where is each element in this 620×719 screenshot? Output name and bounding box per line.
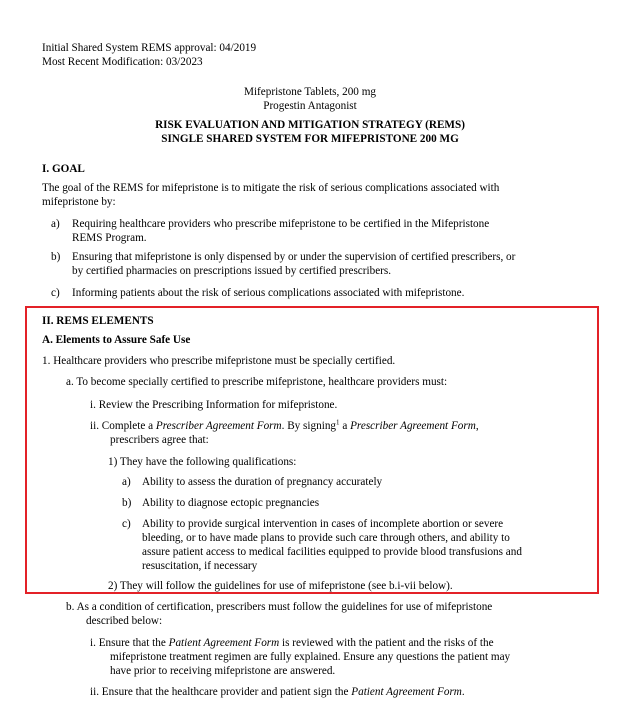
requirement-1: 1. Healthcare providers who prescribe mifepristone must be specially certified. [42,355,396,367]
requirement-text: . By signing [281,420,337,432]
prescriber-form-name: Prescriber Agreement Form [155,420,282,432]
footnote-marker: 1 [336,418,340,427]
qualification-marker: b) [122,497,132,509]
modification-date: Most Recent Modification: 03/2023 [42,56,203,68]
requirement-1b: b. As a condition of certification, prescribers must follow the guidelines for use of mifepristone [66,601,493,613]
goal-heading: I. GOAL [42,163,85,175]
guideline-i-line2: mifepristone treatment regimen are fully explained. Ensure any questions the patient may [110,651,511,663]
prescriber-form-name: Prescriber Agreement Form [350,420,476,432]
guideline-i [90,636,494,650]
goal-intro-line2: mifepristone by: [42,196,116,208]
elements-heading: II. REMS ELEMENTS [42,315,154,327]
guideline-text: . [461,686,465,698]
guideline-ii [90,685,465,699]
goal-item-text: by certified pharmacies on prescriptions issued by certified prescribers. [72,265,392,277]
patient-form-name: Patient Agreement Form [351,686,462,698]
requirement-text: ii. Complete a [90,420,156,432]
qualification-text: Ability to diagnose ectopic pregnancies [142,497,320,509]
requirement-1a-i: i. Review the Prescribing Information for mifepristone. [90,399,338,411]
qualifications-heading: 1) They have the following qualifications: [108,456,297,468]
guideline-i-line3: have prior to receiving mifepristone are answered. [110,665,336,677]
patient-form-name: Patient Agreement Form [168,637,280,649]
guidelines-commitment: 2) They will follow the guidelines for use of mifepristone (see b.i-vii below). [108,580,453,592]
goal-intro-line1: The goal of the REMS for mifepristone is to mitigate the risk of serious complications associated with [42,182,500,194]
goal-item-text: Requiring healthcare providers who prescribe mifepristone to be certified in the Mifepristone [72,218,490,230]
goal-item-text: REMS Program. [72,232,147,244]
document-title-line1: RISK EVALUATION AND MITIGATION STRATEGY (REMS) [155,119,465,131]
document-title-line2: SINGLE SHARED SYSTEM FOR MIFEPRISTONE 200 MG [161,133,459,145]
qualification-text: Ability to assess the duration of pregnancy accurately [142,476,383,488]
qualification-text: Ability to provide surgical intervention in cases of incomplete abortion or severe [142,518,504,530]
requirement-text: a [339,420,351,432]
elements-subheading: A. Elements to Assure Safe Use [42,334,191,346]
qualification-marker: c) [122,518,131,530]
guideline-text: i. Ensure that the [90,637,169,649]
product-name: Mifepristone Tablets, 200 mg [244,86,376,98]
requirement-1a: a. To become specially certified to prescribe mifepristone, healthcare providers must: [66,376,448,388]
qualification-text: bleeding, or to have made plans to provide such care through others, and ability to [142,532,510,544]
requirement-1a-ii-line2: prescribers agree that: [110,434,209,446]
goal-item-text: Ensuring that mifepristone is only dispensed by or under the supervision of certified prescribers, or [72,251,516,263]
approval-date: Initial Shared System REMS approval: 04/2019 [42,42,257,54]
goal-item-marker: c) [51,287,60,299]
goal-item-marker: a) [51,218,60,230]
guideline-text: is reviewed with the patient and the risks of the [279,637,494,649]
requirement-1a-ii [90,419,479,433]
qualification-text: assure patient access to medical facilities equipped to provide blood transfusions and [142,546,522,558]
goal-item-marker: b) [51,251,61,263]
goal-item-text: Informing patients about the risk of serious complications associated with mifepristone. [72,287,465,299]
requirement-text: , [475,420,479,432]
qualification-text: resuscitation, if necessary [142,560,258,572]
guideline-text: ii. Ensure that the healthcare provider and patient sign the [90,686,352,698]
product-class: Progestin Antagonist [263,100,357,112]
qualification-marker: a) [122,476,131,488]
requirement-1b-line2: described below: [86,615,163,627]
